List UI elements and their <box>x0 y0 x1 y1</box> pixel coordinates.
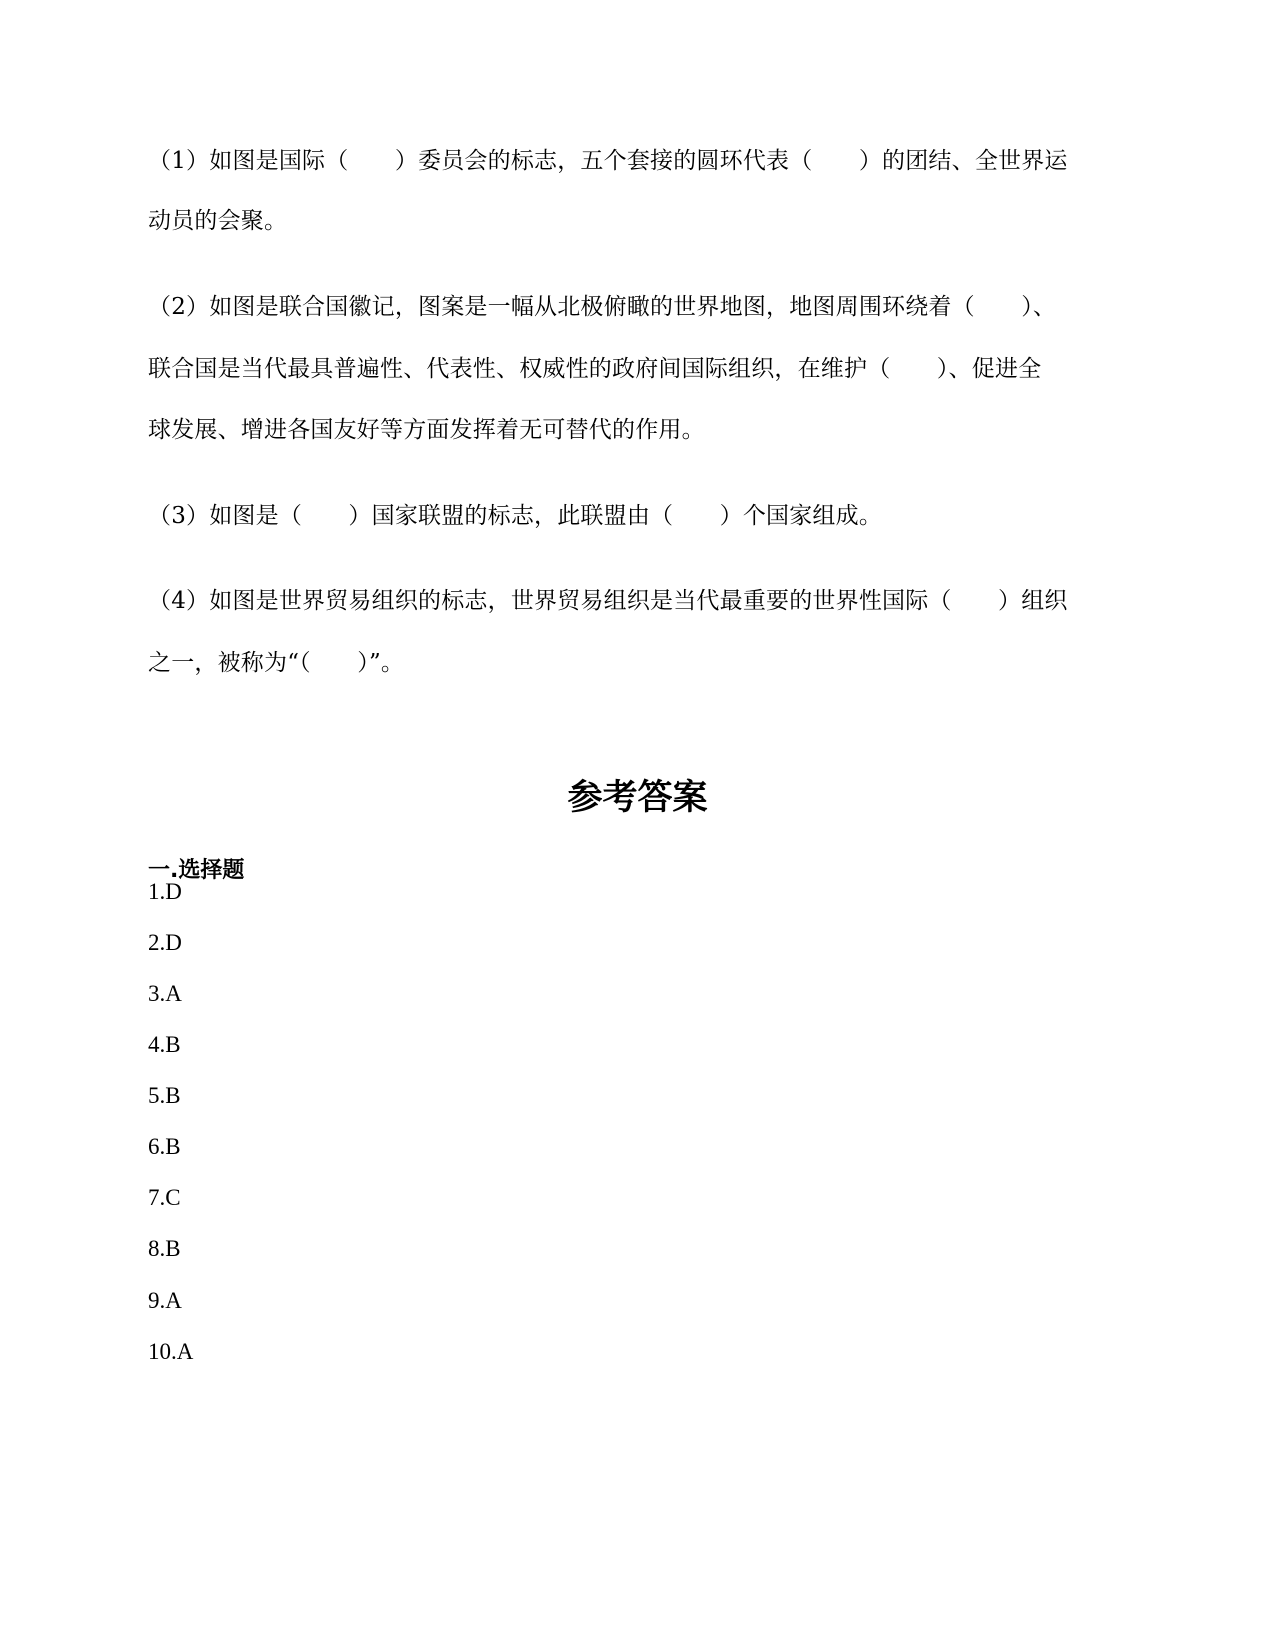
question-1-line-1: （1）如图是国际（ ）委员会的标志，五个套接的圆环代表（ ）的团结、全世界运 <box>148 148 1068 174</box>
question-1-line-2: 动员的会聚。 <box>148 208 288 234</box>
answer-item: 10.A <box>148 1339 194 1364</box>
question-4-line-2: 之一，被称为“（ ）”。 <box>148 650 405 676</box>
question-3-line-1: （3）如图是（ ）国家联盟的标志，此联盟由（ ）个国家组成。 <box>148 503 883 529</box>
question-2-line-1: （2）如图是联合国徽记，图案是一幅从北极俯瞰的世界地图，地图周围环绕着（ ）、 <box>148 294 1057 320</box>
answer-item: 4.B <box>148 1032 181 1057</box>
answer-item: 5.B <box>148 1083 181 1108</box>
answer-item: 2.D <box>148 930 182 955</box>
section-heading-multiple-choice: 一.选择题 <box>148 858 245 883</box>
answer-item: 7.C <box>148 1185 181 1210</box>
answer-key-title: 参考答案 <box>567 778 708 818</box>
answer-item: 6.B <box>148 1134 181 1159</box>
question-2-line-3: 球发展、增进各国友好等方面发挥着无可替代的作用。 <box>148 417 705 443</box>
answer-item: 1.D <box>148 879 182 904</box>
question-4-line-1: （4）如图是世界贸易组织的标志，世界贸易组织是当代最重要的世界性国际（ ）组织 <box>148 588 1068 614</box>
answer-item: 3.A <box>148 981 182 1006</box>
question-2-line-2: 联合国是当代最具普遍性、代表性、权威性的政府间国际组织，在维护（ ）、促进全 <box>148 356 1042 382</box>
answer-item: 8.B <box>148 1236 181 1261</box>
answer-item: 9.A <box>148 1288 182 1313</box>
